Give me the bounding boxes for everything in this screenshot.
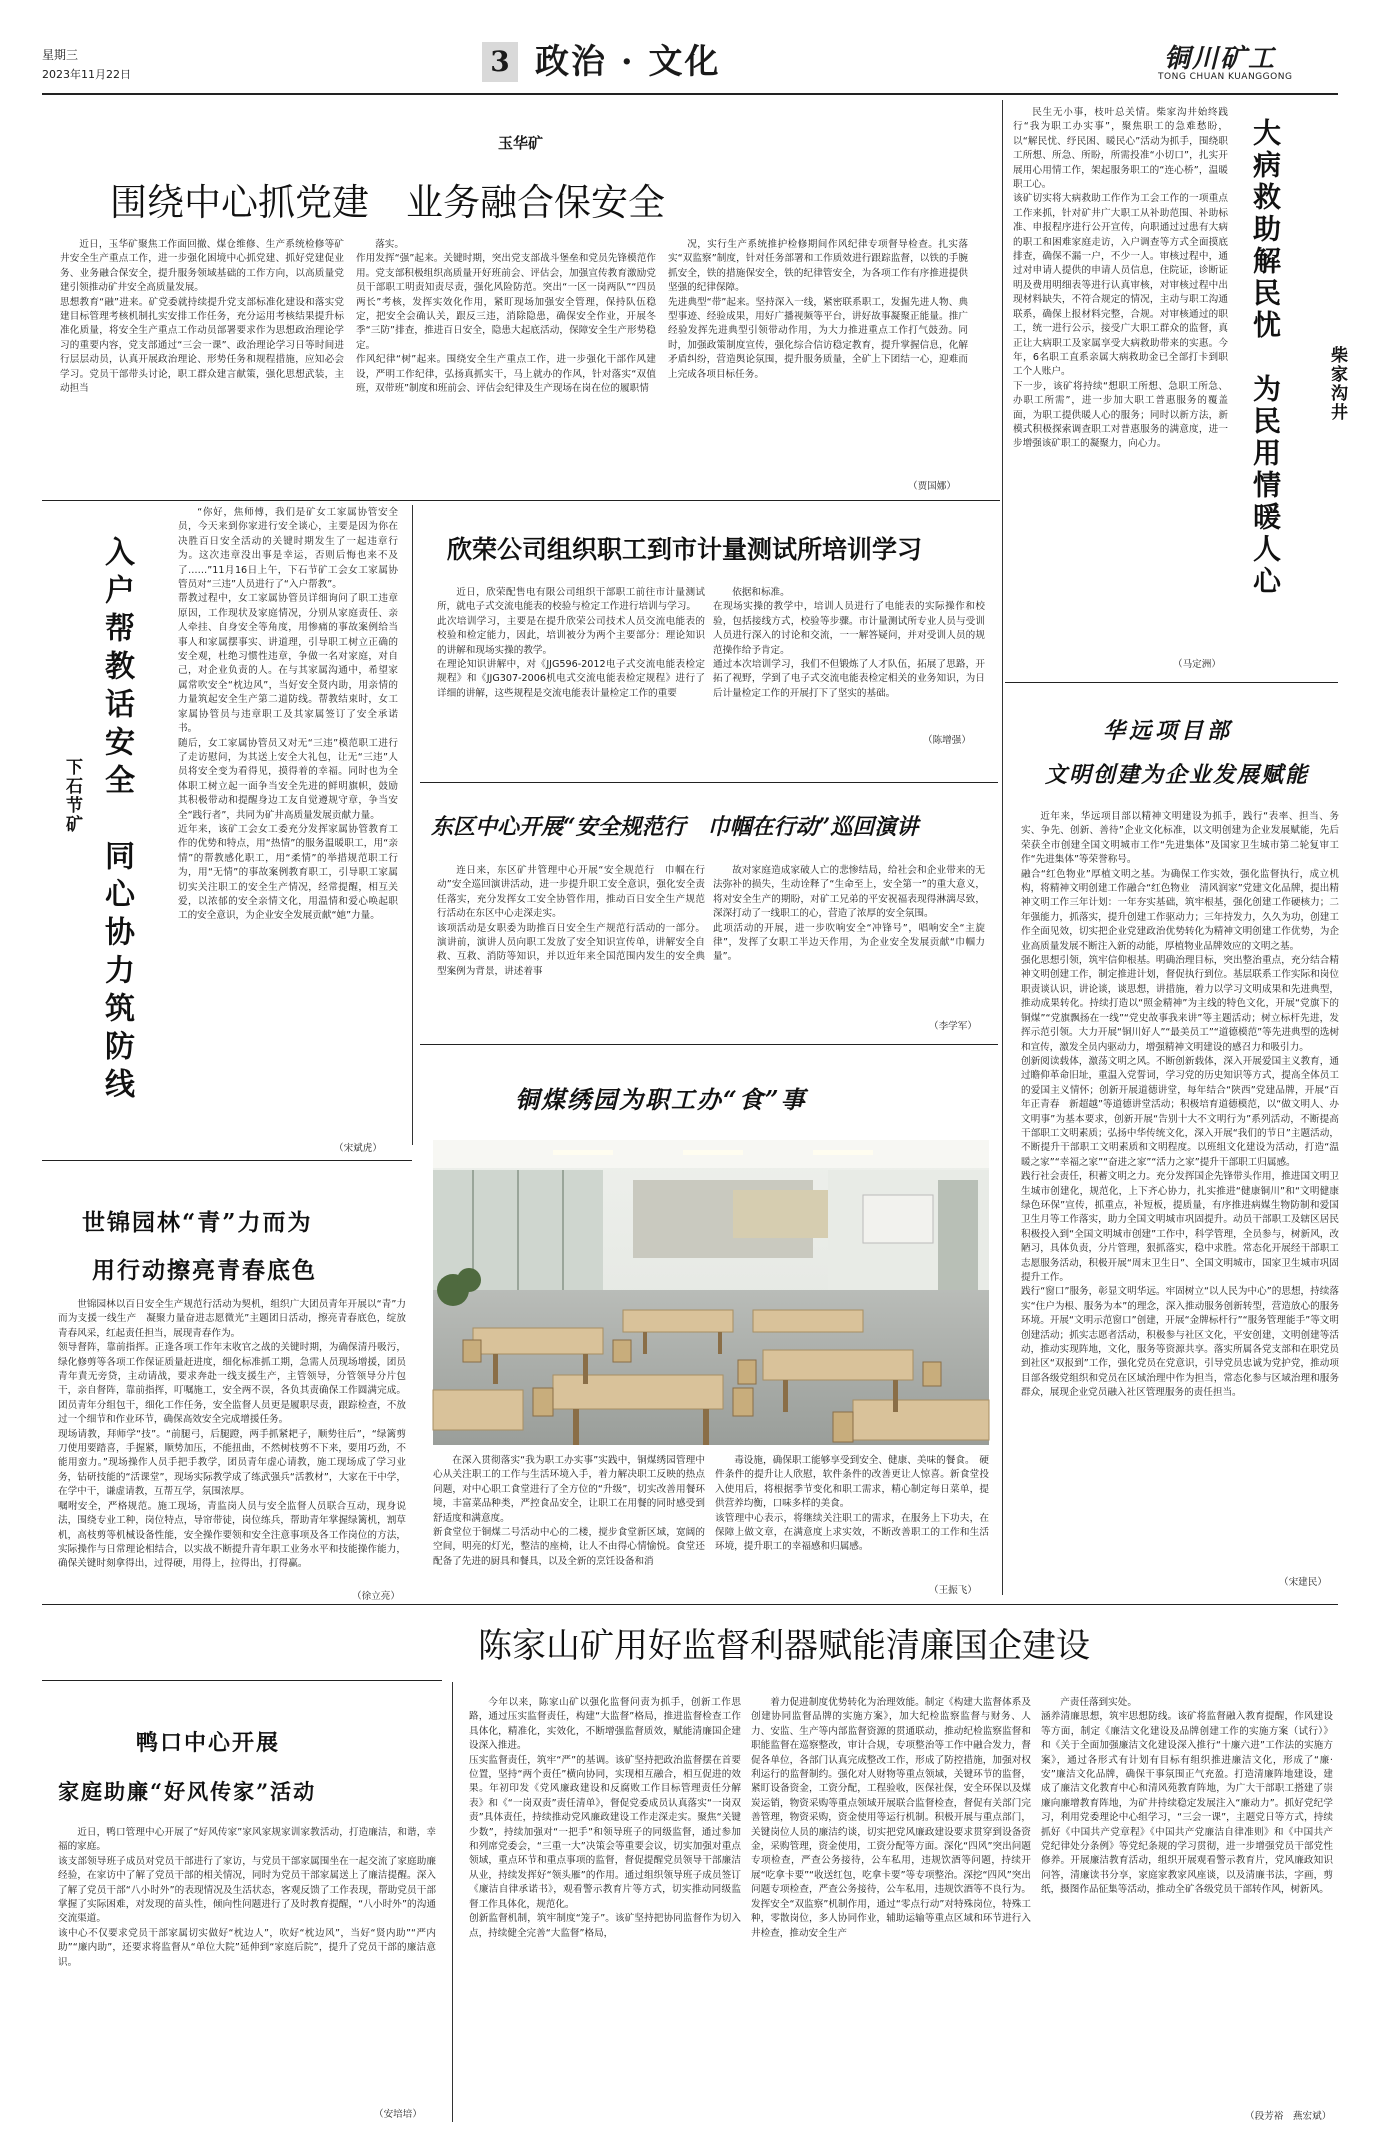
article-xiashijie — [40, 500, 440, 1160]
article-chenjiashan — [455, 1680, 1380, 2140]
article-body: 近年来，华远项目部以精神文明建设为抓手，践行“表率、担当、务实、争先、创新、善待”企业文化标准，以文明创建为企业发展赋能，先后荣获全市创建全国文明城市工作“先进集体”及国家卫生城市第二轮复审工作“先进集体”等荣誉称号。 融合“红色物业”厚植文明之基。为确保工作实效，强化监督执行，成立机构，将精神文明创建工作融合“红色物业 清风润家”党建文化品牌，提出精神文明工作三年计划：一年夯实基础，筑牢根基，强化创建工作硬核力；二年强能力，抓落实，提升创建工作驱动力；三年持发力，久久为功，创建工作全面见效，切实把企业党建政治优势转化为精神文明创建工作优势，为企业高质量发展不断注入新的动能，厚植物业品牌效应的文明之基。 强化思想引领，筑牢信仰根基。明确治理目标，突出整治重点，充分结合精神文明创建工作，制定推进计划，督促执行到位。基层联系工作实际和岗位职责谈认识，讲论谈，谈思想，讲措施，着力以学习文明成果和先进典型，推动成果转化。持续打造以“照金精神”为主线的特色文化，开展“党旗下的铜煤”“党旗飘扬在一线”“党史故事我来讲”等主题活动；树立标杆先进，发挥示范引领。大力开展“铜川好人”“最美员工”“道德模范”等先进典型的选树和宣传，激发全员内驱动力，增强精神文明建设的感召力和吸引力。 创新阅读载体，激荡文明之风。不断创新载体，深入开展爱国主义教育，通过瞻仰革命旧址，重温入党誓词，学习党的历史知识等方式，提高全体员工的爱国主义情怀；创新开展道德讲堂，每年结合“陕西”党建品牌，开展“百年正青春 新超越”等道德讲堂活动；积极培育道德模范，以“做文明人、办文明事”为基本要求，创新开展“告别十大不文明行为”系列活动，不断提高干部职工文明素质；弘扬中华传统文化，深入开展“我们的节日”主题活动，不断提升干部职工文明素质和文明程度。以班组文化建设为活动，打造“温暖之家”“幸福之家”“奋进之家”“活力之家”提升干部职工归属感。 践行社会责任，积蓄文明之力。充分发挥国企先锋带头作用，推进国文明卫生城市创建化，规范化，上下齐心协力，扎实推进“健康铜川”和“文明健康 绿色环保”宣传，抓重点，补短板，提质量，有序推进病媒生物防制和爱国卫生月等工作落实，助力全国文明城市巩固提升。动员干部职工及辖区居民积极投入到“全国文明城市创建”工作中，科学管理，全员参与，树新风，改陋习，具体负责，分片管理，狠抓落实，稳中求胜。常态化开展经干部职工志愿服务活动，积极开展“周末卫生日”、全国文明城市，国家卫生城市巩固提升工作。 践行“窗口”服务，彰显文明华远。牢固树立“以人民为中心”的思想，持续落实“住户为根、服务为本”的理念，深入推动服务创新转型，营造放心的服务环境。开展“文明示范窗口”创建，开展“金牌标杆行”“服务管理能手”等文明创建活动；抓实志愿者活动，积极参与社区文化，平安创建，文明创建等活动，推动实现阵地，文化，服务等资源共享。落实所属各党支部和在职党员到社区“双报到”工作，强化党员在党意识，引导党员忠诚为党护党，推动项目部各级党组织和党员在区域治理中作为担当，常态化参与区域治理和服务群众，展现企业党员融入社区管理服务的责任担当。 — [1021, 811, 1339, 1399]
headline: 东区中心开展“安全规范行 巾帼在行动”巡回演讲 — [431, 814, 919, 840]
article-body-col3: 况，实行生产系统推护检修期间作风纪律专项督导检查。扎实落实“双监察”制度，针对任务部署和工作质效进行跟踪监督，以铁的手腕抓安全，铁的措施保安全，铁的纪律管安全，为各项工作有序推进提供坚强的纪律保障。 先进典型“带”起来。坚持深入一线，紧密联系职工，发掘先进人物、典型事迹、经验成果，用好广播视频等平台，讲好故事凝聚正能量。推广经验发挥先进典型引领带动作用，为大力推进重点工作打气鼓劲。同时，加强政策制度宣传，强化综合信访稳定教育，提升掌握信息，化解矛盾纠纷，营造舆论氛围，提升服务质量，全矿上下团结一心，迎难而上完成各项目标任务。 — [668, 239, 968, 380]
byline: （李学军） — [929, 1021, 977, 1032]
article-body-col1: 连日来，东区矿井管理中心开展“安全规范行 巾帼在行动”安全巡回演讲活动，进一步提升职工安全意识，强化安全责任落实，充分发挥女工安全协管作用，推动百日安全生产规范行活动在东区中心走深走实。 该项活动是女职委为助推百日安全生产规范行活动的一部分。演讲前，演讲人员向职工发放了安全知识宣传单，讲解安全自救、互救、消防等知识，并以近年来全国范围内发生的安全典型案例为背景，讲述着事 — [437, 865, 705, 977]
article-body-col1: 近日，欣荣配售电有限公司组织干部职工前往市计量测试所，就电子式交流电能表的校验与检定工作进行培训与学习。 此次培训学习，主要是在提升欣荣公司技术人员交流电能表的校验和检定能力，因此，培训被分为两个主要部分：理论知识的讲解和现场实操的教学。 在理论知识讲解中，对《JJG596-2012电子式交流电能表检定规程》和《JJG307-2006机电式交流电能表检定规程》进行了详细的讲解，这些规程是交流电能表计量检定工作的重要 — [437, 587, 705, 699]
article-shijin-body: 世锦园林以百日安全生产规范行活动为契机，组织广大团员青年开展以“青”力而为支援一线生产 凝聚力量奋进志愿微光”主题团日活动，擦亮青春底色，绽放青春风采，红起责任担当，展现青春作为。 领导督阵，靠前指挥。正逢各项工作年末收官之战的关键时期，为确保清丹吸污，绿化修剪等各项工作保证质量赶进度，细化标准抓工期，急需人员现场增援，团员青年責无旁贷，主动请战，要求奔赴一线支援生产，主管领导，分管领导分片包干，亲自督阵，靠前指挥，叮嘱施工，安全两不误，各负其责确保工作圆满完成。团员青年分组包干，细化工作任务，安全监督人员更是履职尽责，跟踪检查，不放过一个细节和作业环节，确保高效安全完成增援任务。 现场请教，拜师学“技”。“前腿弓，后腿蹬，两手抓紧耙子，顺势往后”，“绿篱剪刀使用要踏喜，手握紧，顺势加压，不能扭曲，不然树枝剪不下来，要用巧劲，不能用蛮力。”现场操作人员手把手教学，团员青年虚心请教，施工现场成了学习业务，钻研技能的“活课堂”，现场实际教学成了练武强兵“活教材”，大家在干中学，在学中干，谦虚请教，互帮互学，氛围浓厚。 嘱咐安全，严格规范。施工现场，青监岗人员与安全监督人员联合互动，现身说法，围绕专业工种，岗位特点，导帘带徒，岗位练兵，帮助青年掌握绿篱机，割草机，高枝剪等机械设备性能，安全操作要领和安全注意事项及各工作岗位的方法，实际操作与日常理论相结合，以实战不断提升青年职工业务水平和技能操作能力，确保关键时刻拿得出，过得硬，用得上，拉得出，打得赢。 — [58, 1299, 406, 1570]
article-canteen — [415, 1044, 1005, 1604]
byline: （马定洲） — [1173, 659, 1221, 670]
headline-line2: 文明创建为企业发展赋能 — [1045, 762, 1310, 788]
byline: （王振飞） — [929, 1585, 977, 1596]
paper-pinyin: TONG CHUAN KUANGGONG — [1158, 72, 1293, 82]
article-body-col3: 产责任落到实处。 涵养清廉思想，筑牢思想防线。该矿将监督融入教育提醒，作风建设等方面，制定《廉洁文化建设及品牌创建工作的实施方案（试行）》和《关于全面加强廉洁文化建设深入推行“十廉六进”工作法的实施方案》，通过各形式有计划有目标有组织推进廉洁文化，形成了“廉·安”廉洁文化品牌，确保干事氛围正气充盈。打造清廉阵地建设，建成了廉洁文化教育中心和清风苑教育阵地，为广大干部职工搭建了崇廉向廉增教育阵地，为矿井持续稳定发展注入“廉动力”。抓好党纪学习，利用党委理论中心组学习，“三会一课”，主题党日等方式，持续抓好《中国共产党章程》《中国共产党廉洁自律准则》和《中国共产党纪律处分条例》等党纪条规的学习贯彻，进一步增强党员干部党性修养。开展廉洁教育活动，组织开展观看警示教育片，党风廉政知识问答，清廉读书分享，家庭家教家风座谈，以及清廉书法，字画，剪纸，摄图作品征集等活动，推动全矿各级党员干部转作风，树新风。 — [1041, 1697, 1333, 1896]
article-chaijiagou — [1005, 100, 1380, 680]
headline-line1: 鸭口中心开展 — [136, 1730, 281, 1756]
section-title: 政治 · 文化 — [535, 42, 721, 82]
headline-line1: 华远项目部 — [1103, 718, 1234, 744]
article-shijin-byline: （徐立亮） — [352, 1591, 400, 1602]
headline: 大病救助解民忧 为民用情暖人心 — [1249, 118, 1282, 598]
canteen-photo — [433, 1140, 989, 1445]
article-huayuan — [1005, 682, 1380, 1602]
byline: （安培培） — [374, 2109, 422, 2120]
article-body: 近日，鸭口管理中心开展了“好风传家”家风家规家训家教活动，打造廉洁，和谐，幸福的家庭。 该支部领导班子成员对党员干部进行了家访，与党员干部家属围坐在一起交流了家庭助廉经验，在家访中了解了党员干部的相关情况，同时为党员干部家属送上了廉洁提醒。深入了解了党员干部“八小时外”的表现情况及生活状态，客观反馈了工作表现，帮助党员干部掌握了实际困难，对发现的苗头性，倾向性问题进行了及时教育提醒，“八小时外”的沟通交流渠道。 该中心不仅要求党员干部家属切实做好“枕边人”，吹好“枕边风”，当好“贤内助”“严内助”“廉内助”，还要求将监督从“单位大院”延伸到“家庭后院”，提升了党员干部的廉洁意识。 — [58, 1827, 436, 1968]
byline: （段芳裕 燕宏斌） — [1245, 2111, 1332, 2122]
paper-name: 铜川矿工 — [1164, 44, 1277, 74]
article-yakou — [40, 1680, 460, 2130]
author-org: 柴家沟井 — [1327, 346, 1347, 422]
byline: （陈增强） — [923, 735, 971, 746]
weekday: 星期三 — [42, 48, 79, 62]
section-rule — [42, 1604, 1338, 1605]
canteen-photo-art — [433, 1140, 989, 1445]
article-body-col1: 在深入贯彻落实“我为职工办实事”实践中，铜煤绣园管理中心从关注职工的工作与生活环境入手，着力解决职工反映的热点问题，对中心职工食堂进行了全方位的“升级”，切实改善用餐环境，丰富菜品种类，严控食品安全，让职工在用餐的同时感受到舒适度和满意度。 新食堂位于铜煤二号活动中心的二楼，搅步食堂新区域，宽阔的空间，明亮的灯光，整洁的座椅，让人不由得心情愉悦。食堂还配备了先进的厨具和餐具，以及全新的烹饪设备和消 — [433, 1455, 705, 1567]
article-body-col2: 依据和标准。 在现场实操的教学中，培训人员进行了电能表的实际操作和校验，包括接线方式，校验等步骤。市计量测试所专业人员与受训人员进行深入的讨论和交流，一一解答疑问，并对受训人员的规范操作给予肯定。 通过本次培训学习，我们不但锻炼了人才队伍，拓展了思路，开拓了视野，学到了电子式交流电能表检定相关的业务知识，为日后计量检定工作的开展打下了坚实的基础。 — [713, 587, 985, 699]
article-body-col1: 近日，玉华矿聚焦工作面回撤、煤仓维修、生产系统检修等矿井安全生产重点工作，进一步强化困境中心抓党建、抓好党建促业务、业务融合保安全，提升服务领域基础的工作方向，以高质量党建引领推动矿井安全高质量发展。 思想教育“融”进来。矿党委就持续提升党支部标准化建设和落实党建目标管理考核机制扎实安排工作任务，充分运用考核结果提升标准化质量，将安全生产重点工作动员部署要求作为思想政治理论学习的重要内容，党支部通过“三会一课”、政治理论学习日等时间进行层层动员，认真开展政治理论、形势任务和规程措施，应知必会学习。党员干部带头讨论，职工群众建言献策，强化思想武装，主动担当 — [60, 239, 344, 395]
headline-line2: 家庭助廉“好风传家”活动 — [58, 1779, 317, 1804]
page-number: 3 — [482, 42, 518, 82]
byline: （宋斌虎） — [334, 1143, 382, 1154]
column-divider — [412, 505, 413, 1145]
article-yuhua — [0, 0, 1000, 500]
article-kicker: 玉华矿 — [498, 134, 544, 152]
article-xinrong — [415, 500, 1005, 785]
article-body-col2: 落实。 作用发挥“强”起来。关键时期，突出党支部战斗堡垒和党员先锋模范作用。党支部积极组织高质量开好班前会、评估会，加强宣传教育激励党员干部职工明责知责尽责，强化风险防范。突出“一区一岗两队”“四员两长”考核，发挥实效化作用，紧盯现场加强安全管理，保持队伍稳定，把安全会确认关，跟反三违，消除隐患，确保安全作业，开展冬季“三防”排查，推进百日安全，隐患大起底活动，保障安全生产形势稳定。 作风纪律“树”起来。围绕安全生产重点工作，进一步强化干部作风建设，严明工作纪律，弘扬真抓实干，马上就办的作风，针对落实“双值班，双带班”制度和班前会、评估会纪律及生产现场在岗在位的履职情 — [356, 239, 656, 395]
article-body: 民生无小事，枝叶总关情。柴家沟井始终践行“我为职工办实事”，聚焦职工的急难愁盼，以“解民忧、纾民困、暖民心”活动为抓手，围绕职工所想、所急、所盼，所需投准“小切口”，扎实开展用心用情工作，架起服务职工的“连心桥”，温暖职工心。 该矿切实将大病救助工作作为工会工作的一项重点工作来抓，针对矿井广大职工从补助范围、补助标准、申报程序进行公开宣传，向职通过过患有大病的职工和困难家庭走访，入户调查等方式全面摸底排查，确保不漏一户，不少一人。审核过程中，通过对申请人提供的申请人员信息，住院证，诊断证明及费用明细表等进行认真审核，对审核过程中出现材料缺失，不符合规定的情况，主动与职工沟通联系，确保上报材料完整，合规。对审核通过的职工，统一进行公示，接受广大职工群众的监督，真正让大病职工及家属享受大病救助带来的实惠。今年，6名职工直系亲属大病救助金已全部打卡到职工个人账户。 下一步，该矿将持续“想职工所想、急职工所急、办职工所需”，进一步加大职工普惠服务的覆盖面，为职工提供暖人心的服务；同时以新方法，新模式积极探索调查职工对普惠服务的满意度，进一步增强该矿职工的凝聚力，向心力。 — [1013, 107, 1228, 450]
headline-line2: 用行动擦亮青春底色 — [92, 1257, 317, 1284]
byline: （宋建民） — [1279, 1577, 1327, 1588]
author-org: 下石节矿 — [62, 758, 82, 834]
article-body-col2: 故对家庭造成家破人亡的悲惨结局，给社会和企业带来的无法弥补的损失，生动诠释了“生命至上，安全第一”的重大意义，将对安全生产的期盼，对矿工兄弟的平安祝福表现得淋漓尽致，深深打动了一线职工的心，营造了浓厚的安全氛围。 此项活动的开展，进一步吹响安全“冲锋号”，唱响安全“主旋律”，发挥了女职工半边天作用，为企业安全发展贡献“巾帼力量”。 — [713, 865, 985, 963]
headline: 围绕中心抓党建 业务融合保安全 — [110, 181, 665, 224]
article-body-col1: 今年以来，陈家山矿以强化监督问责为抓手，创新工作思路，通过压实监督责任，构建“大监督”格局，推进监督检查工作具体化，精准化，实效化，不断增强监督质效，赋能清廉国企建设深入推进。 压实监督责任，筑牢“严”的基调。该矿坚持把政治监督摆在首要位置，坚持“两个责任”横向协同，实现相互融合，相互促进的效果。年初印发《党风廉政建设和反腐败工作目标管理责任分解表》和《“一岗双责”责任清单》，督促党委成员认真落实“一岗双责”具体责任，持续推动党风廉政建设工作走深走实。聚焦“关键少数”，持续加强对“一把手”和领导班子的同级监督，通过参加和列席党委会，“三重一大”决策会等重要会议，切实加强对重点领域，重点环节和重点事项的监督，督促提醒党员领导干部廉洁从业，持续发挥好“领头雁”的作用。通过组织领导班子成员签订《廉洁自律承诺书》，观看警示教育片等方式，切实推动同级监督工作具体化，规范化。 创新监督机制，筑牢制度“笼子”。该矿坚持把协同监督作为切入点，持续健全完善“大监督”格局， — [469, 1697, 741, 1939]
article-body: “你好，焦师傅，我们是矿女工家属协管安全员，今天来到你家进行安全谈心，主要是因为你在决胜百日安全活动的关键时期发生了一起违章行为。这次违章没出事是幸运，否则后悔也来不及了……”11月16日上午，下石节矿工会女工家属协管员对“三违”人员进行了“入户帮教”。 帮教过程中，女工家属协管员详细询问了职工违章原因，工作现状及家庭情况，分别从家庭责任、亲人牵挂、自身安全等角度，用惨痛的事故案例给当事人和家属摆事实、讲道理，引导职工树立正确的安全观，杜绝习惯性违章，争做一名对家庭，对自己，对企业负责的人。在与其家属沟通中，希望家属常吹安全“枕边风”，当好安全贤内助，用亲情的力量筑起安全生产第二道防线。帮教结束时，女工家属协管员与违章职工及其家属签订了安全承诺书。 随后，女工家属协管员又对无“三违”模范职工进行了走访慰问，为其送上安全大礼包，让无“三违”人员将安全变为看得见，摸得着的幸福。同时也为全体职工树立起一面争当安全先进的鲜明旗帜，鼓励其积极带动和提醒身边工友自觉遵规守章，争当安全“践行者”，共同为矿井高质量发展贡献力量。 近年来，该矿工会女工委充分发挥家属协管教育工作的优势和特点，用“热情”的服务温暖职工，用“亲情”的帮教感化职工，用“柔情”的举措规范职工行为，用“无情”的事故案例教育职工，引导职工家属切实关注职工的安全生产情况，经常提醒，相互关爱，以浓郁的安全亲情文化，用温情和爱心唤起职工的安全意识，为企业安全发展贡献“她”力量。 — [178, 507, 398, 922]
headline: 欣荣公司组织职工到市计量测试所培训学习 — [447, 535, 923, 564]
article-body-col2: 着力促进制度优势转化为治理效能。制定《构建大监督体系及创建协同监督品牌的实施方案》，加大纪检监察监督与财务、人力、安监、生产等内部监督资源的贯通联动，推动纪检监察监督和职能监督在巡察整改，审计合规，专项整治等工作中融合发力，督促各单位，各部门认真完成整改工作，形成了防控措施，加强对权利运行的监督制约。强化对人财物等重点领域，关键环节的监督，紧盯设备资金，工资分配，工程验收，医保社保，安全环保以及煤炭运销，物资采购等重点领域开展联合监督检查，督促有关部门完善管理，物资采购，资金使用等运行机制。积极开展与重点部门，关键岗位人员的廉洁约谈，切实把党风廉政建设要求贯穿到设备资金，采购管理，资金使用，工资分配等方面。深化“四风”突出问题专项检查，严查公务接待，公车私用，违规饮酒等问题，持续开展“吃拿卡要”“收送红包，吃拿卡要”等专项整治。深挖“四风”突出问题专项检查，严查公务接待，公车私用，违规饮酒等不良行为。发挥安全“双监察”机制作用，通过“零点行动”对特殊岗位，特殊工种，零散岗位，多人协同作业，辅助运输等重点区域和环节进行入井检查，推动安全生产 — [751, 1697, 1031, 1939]
article-body-col2: 毒设施，确保职工能够享受到安全、健康、美味的餐食。 硬件条件的提升让人欣慰，软件条件的改善更让人惊喜。新食堂投入使用后，将根据季节变化和职工需求，精心制定每日菜单，提供营养均衡，口味多样的美食。 该管理中心表示，将继续关注职工的需求，在服务上下功夫，在保障上做文章，在满意度上求实效，不断改善职工的工作和生活环境，提升职工的幸福感和归属感。 — [715, 1455, 989, 1553]
headline: 入户帮教话安全 同心协力筑防线 — [99, 536, 134, 1106]
headline-line1: 世锦园林“青”力而为 — [82, 1209, 313, 1236]
column-divider — [452, 1682, 453, 2122]
headline: 铜煤绣园为职工办“食”事 — [515, 1085, 807, 1114]
issue-date: 2023年11月22日 — [42, 68, 131, 81]
byline: （贾国娜） — [908, 481, 956, 492]
article-chenjiashan-headline: 陈家山矿用好监督利器赋能清廉国企建设 — [478, 1626, 1090, 1666]
article-dongqu — [415, 782, 1005, 1044]
